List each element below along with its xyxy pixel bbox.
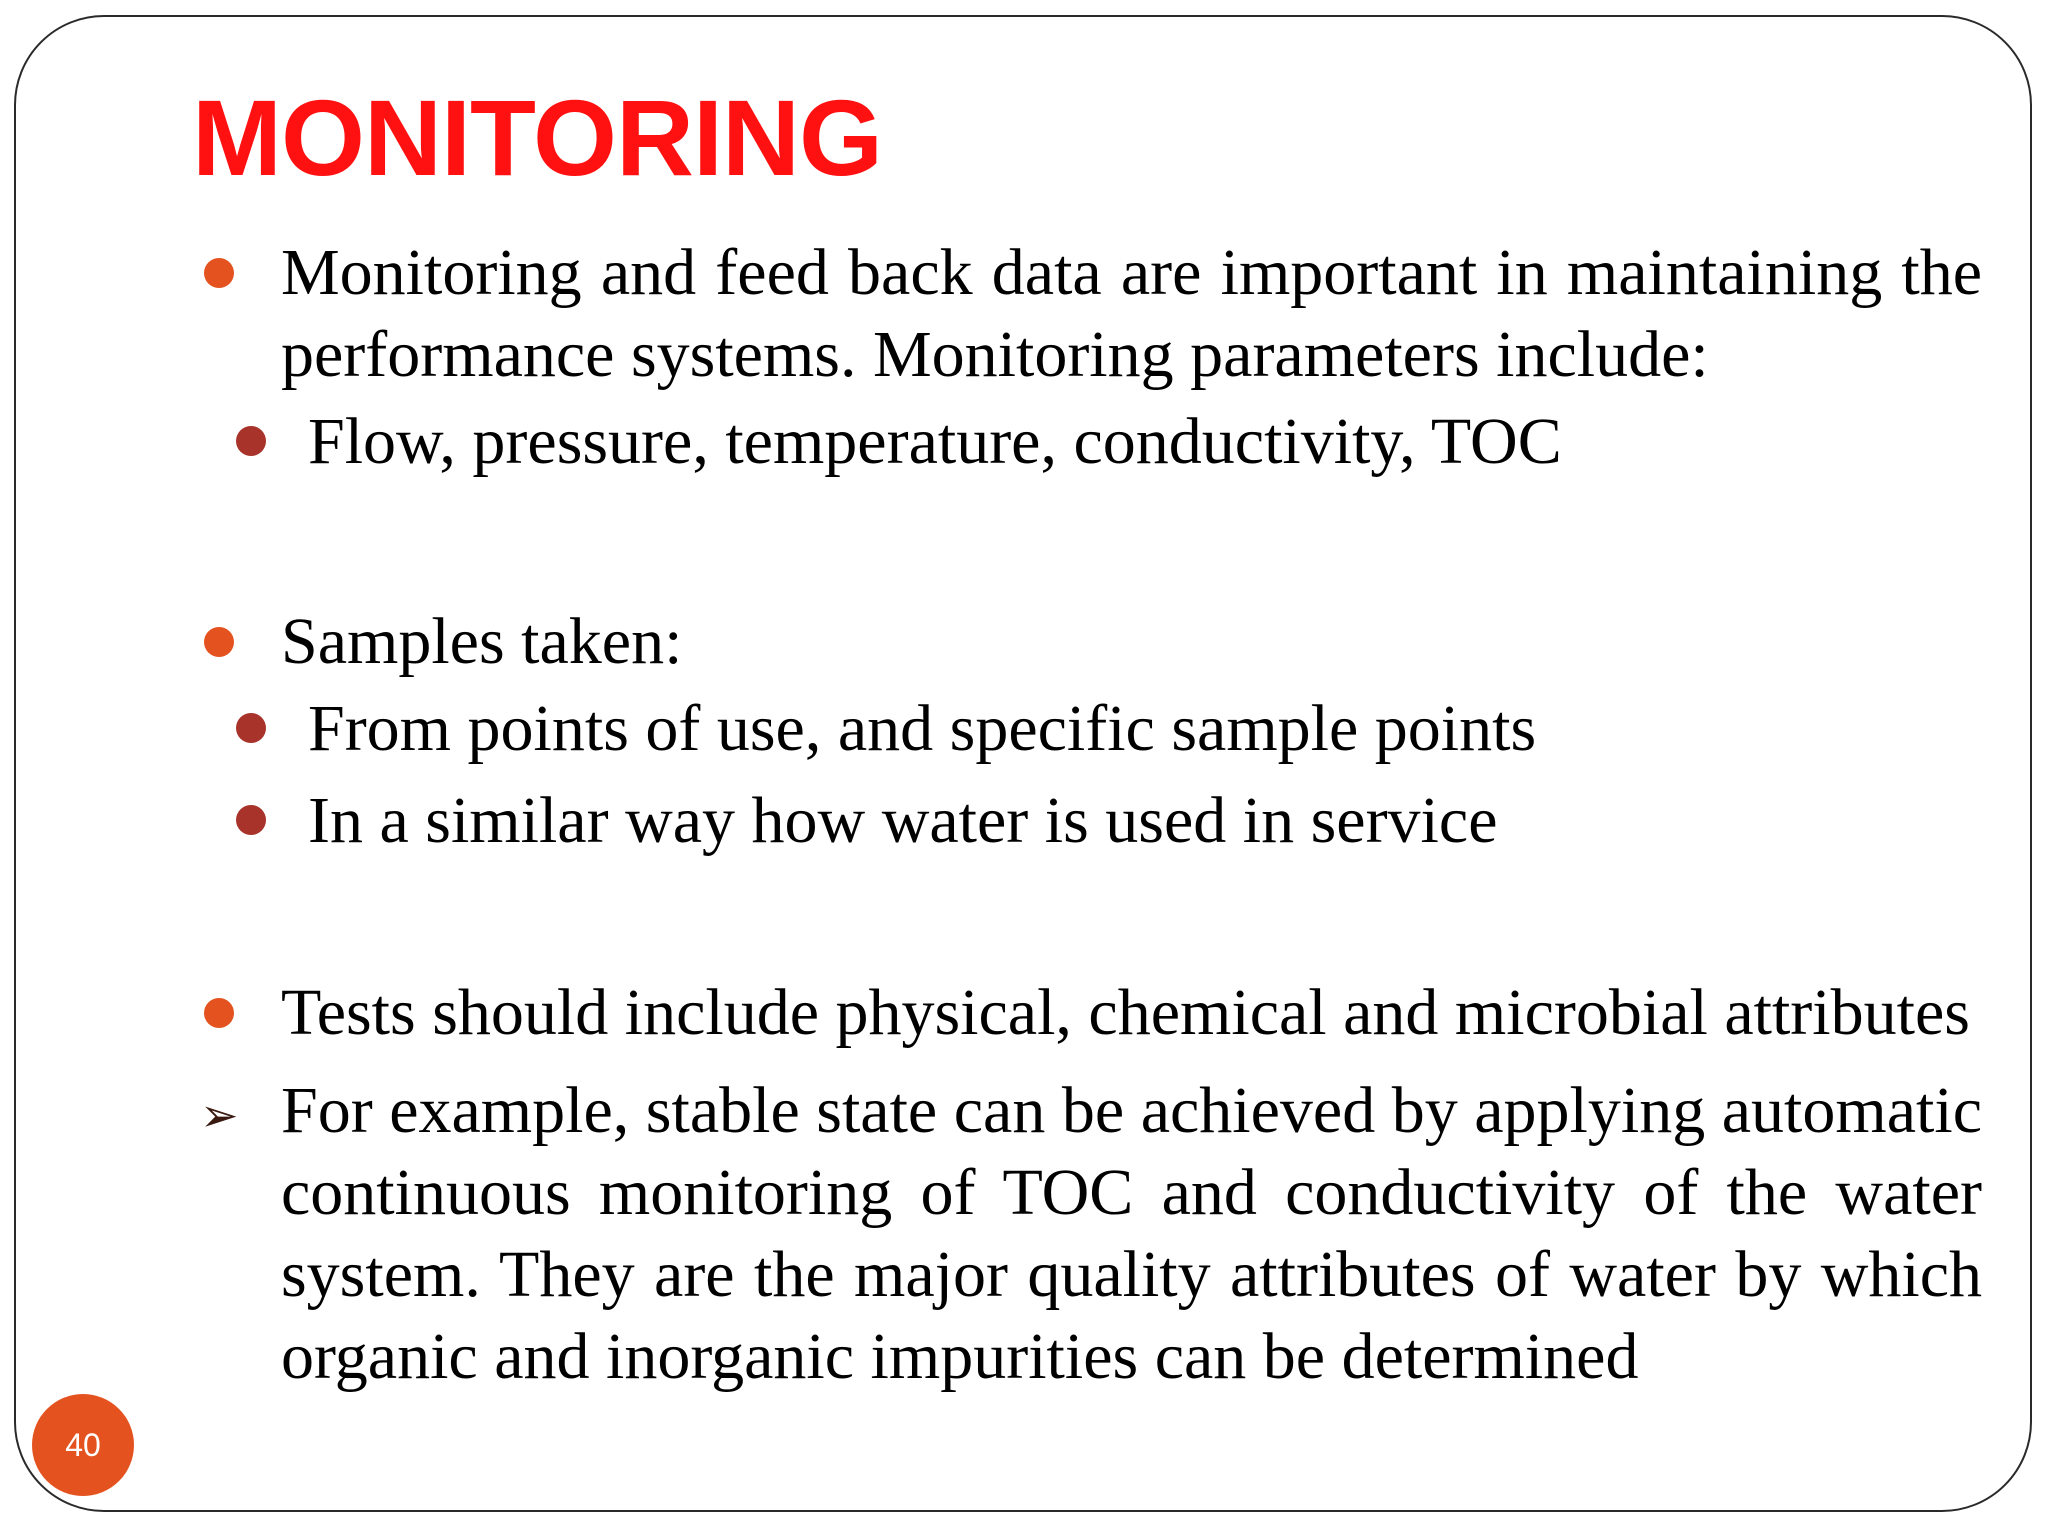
arrow-bullet-icon: ➢ [200, 1088, 239, 1142]
arrow-bullet-item [196, 1070, 1982, 1398]
spacer [196, 488, 1982, 601]
bullet-item [196, 232, 1982, 396]
bullet-dot-icon [204, 627, 234, 657]
spacer [196, 867, 1982, 972]
sub-bullet-dot-icon [236, 805, 266, 835]
page-number-badge: 40 [32, 1394, 134, 1496]
slide-content [196, 232, 1982, 1398]
bullet-text: Samples taken: [281, 605, 683, 678]
sub-bullet-item [111, 396, 1982, 488]
bullet-item [196, 972, 1982, 1054]
sub-bullet-dot-icon [236, 713, 266, 743]
sub-bullet-text: From points of use, and specific sample points [308, 692, 1537, 765]
sub-bullet-item [111, 683, 1982, 775]
bullet-text: Tests should include physical, chemical and microbial attributes [281, 976, 1970, 1049]
bullet-item [196, 601, 1982, 683]
bullet-text: Monitoring and feed back data are important in maintaining the performance systems. Monitoring parameters include: [281, 236, 1982, 391]
bullet-dot-icon [204, 258, 234, 288]
spacer [196, 1054, 1982, 1070]
sub-bullet-dot-icon [236, 426, 266, 456]
arrow-bullet-text: For example, stable state can be achieved by applying automatic continuous monitoring of TOC and conductivity of the water system. They are the major quality attributes of water by which organic and inorganic impurities can be determined [281, 1074, 1982, 1393]
bullet-dot-icon [204, 998, 234, 1028]
slide-title: MONITORING [192, 77, 882, 198]
sub-bullet-text: Flow, pressure, temperature, conductivity, TOC [308, 405, 1562, 478]
sub-bullet-item [111, 775, 1982, 867]
sub-bullet-text: In a similar way how water is used in service [308, 784, 1498, 857]
